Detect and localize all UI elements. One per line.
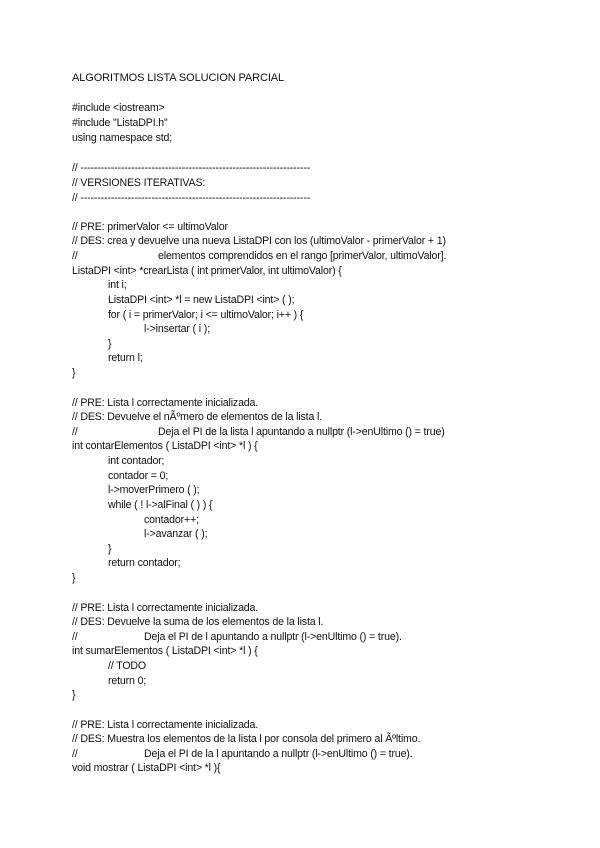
sumar-des-comment: // DES: Devuelve la suma de los elementos de la lista l. xyxy=(72,616,324,628)
code-line: } xyxy=(108,338,112,350)
code-line: l->insertar ( i ); xyxy=(144,323,210,335)
crear-des-comment: // DES: crea y devuelve una nueva ListaDPI con los (ultimoValor - primerValor + 1) xyxy=(72,235,446,247)
include-iostream: #include <iostream> xyxy=(72,102,165,114)
contar-des-comment-cont: // Deja el PI de la lista l apuntando a nullptr (l->enUltimo () = true) xyxy=(72,426,445,438)
comment-rule: // -------------------------------------------------------------------- xyxy=(72,192,311,204)
code-line: l->avanzar ( ); xyxy=(144,528,208,540)
crear-signature: ListaDPI <int> *crearLista ( int primerValor, int ultimoValor) { xyxy=(72,265,342,277)
code-line: while ( ! l->alFinal ( ) ) { xyxy=(108,499,213,511)
code-line: l->moverPrimero ( ); xyxy=(108,484,200,496)
code-line: // TODO xyxy=(108,660,146,672)
include-listadpi: #include "ListaDPI.h" xyxy=(72,117,168,129)
code-line: contador++; xyxy=(144,514,199,526)
document-title: ALGORITMOS LISTA SOLUCION PARCIAL xyxy=(72,72,285,84)
code-line: } xyxy=(72,367,76,379)
mostrar-signature: void mostrar ( ListaDPI <int> *l ){ xyxy=(72,762,221,774)
crear-des-comment-cont: // elementos comprendidos en el rango [primerValor, ultimoValor]. xyxy=(72,250,447,262)
using-namespace: using namespace std; xyxy=(72,132,173,144)
code-line: } xyxy=(72,689,76,701)
code-line: ListaDPI <int> *l = new ListaDPI <int> ( ); xyxy=(108,294,295,306)
crear-pre-comment: // PRE: primerValor <= ultimoValor xyxy=(72,221,228,233)
code-line: return 0; xyxy=(108,675,147,687)
sumar-pre-comment: // PRE: Lista l correctamente inicializada. xyxy=(72,602,259,614)
code-line: int i; xyxy=(108,279,127,291)
contar-pre-comment: // PRE: Lista l correctamente inicializada. xyxy=(72,397,259,409)
mostrar-des-comment: // DES: Muestra los elementos de la lista l por consola del primero al Ãºltimo. xyxy=(72,733,421,745)
mostrar-pre-comment: // PRE: Lista l correctamente inicializada. xyxy=(72,719,259,731)
code-line: for ( i = primerValor; i <= ultimoValor; i++ ) { xyxy=(108,309,304,321)
comment-rule: // -------------------------------------------------------------------- xyxy=(72,162,311,174)
contar-des-comment: // DES: Devuelve el nÃºmero de elementos de la lista l. xyxy=(72,411,322,423)
code-line: return l; xyxy=(108,352,143,364)
code-line: } xyxy=(72,572,76,584)
code-line: contador = 0; xyxy=(108,470,169,482)
sumar-des-comment-cont: // Deja el PI de l apuntando a nullptr (l->enUltimo () = true). xyxy=(72,631,402,643)
code-line: } xyxy=(108,543,112,555)
sumar-signature: int sumarElementos ( ListaDPI <int> *l ) { xyxy=(72,645,258,657)
section-heading: // VERSIONES ITERATIVAS: xyxy=(72,177,206,189)
contar-signature: int contarElementos ( ListaDPI <int> *l ) { xyxy=(72,440,258,452)
code-line: int contador; xyxy=(108,455,165,467)
code-line: return contador; xyxy=(108,557,181,569)
mostrar-des-comment-cont: // Deja el PI de la l apuntando a nullptr (l->enUltimo () = true). xyxy=(72,748,413,760)
